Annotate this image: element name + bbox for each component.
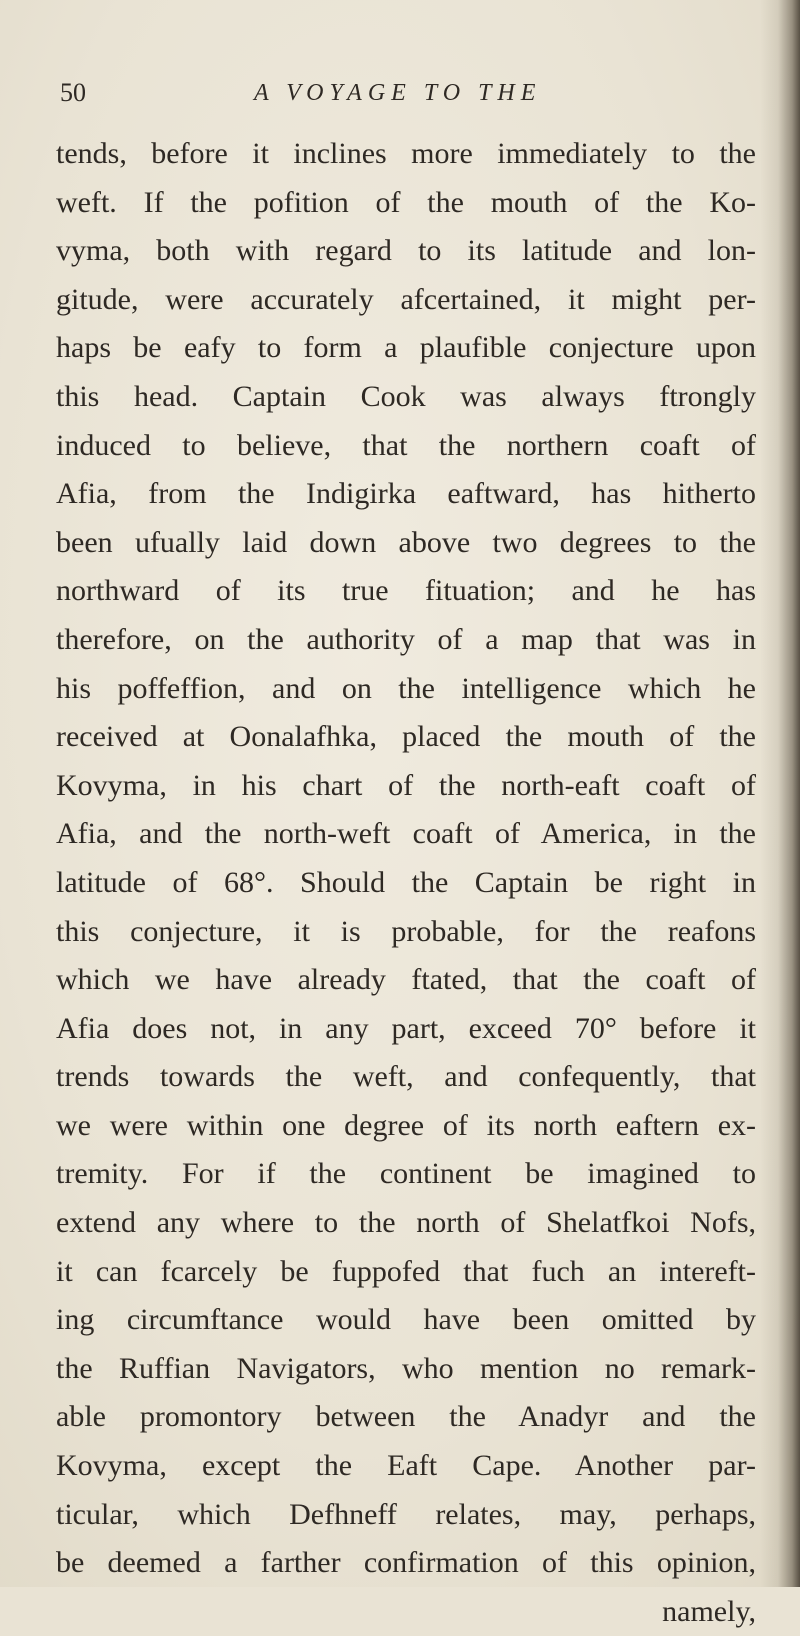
page-header (60, 78, 760, 118)
text-line: Afia, and the north-weft coaft of America, in the (56, 817, 756, 851)
text-line: weft. If the pofition of the mouth of the Ko- (56, 185, 756, 219)
page-edge-shadow (760, 0, 800, 1587)
page-number: 50 (60, 78, 86, 107)
text-line: tends, before it inclines more immediately to the (56, 137, 756, 170)
text-line: received at Oonalafhka, placed the mouth of the (56, 720, 756, 754)
text-line: been ufually laid down above two degrees to the (56, 525, 756, 559)
text-line: it can fcarcely be fuppofed that fuch an intereft- (56, 1254, 756, 1288)
text-line: latitude of 68°. Should the Captain be right in (56, 865, 756, 899)
text-line: northward of its true fituation; and he has (56, 574, 756, 608)
text-line: gitude, were accurately afcertained, it might per- (56, 282, 756, 316)
text-line: therefore, on the authority of a map that was in (56, 622, 756, 656)
text-line: Afia, from the Indigirka eaftward, has hitherto (56, 477, 756, 511)
text-line: haps be eafy to form a plaufible conjecture upon (56, 331, 756, 365)
text-line: this head. Captain Cook was always ftrongly (56, 379, 756, 413)
text-line: this conjecture, it is probable, for the reafons (56, 914, 756, 948)
text-line: which we have already ftated, that the coaft of (56, 963, 756, 997)
text-line: ing circumftance would have been omitted by (56, 1303, 756, 1337)
text-line: we were within one degree of its north eaftern ex- (56, 1108, 756, 1142)
running-head: A VOYAGE TO THE (254, 80, 542, 106)
text-line: his poffeffion, and on the intelligence which he (56, 671, 756, 705)
text-line: the Ruffian Navigators, who mention no remark- (56, 1351, 756, 1385)
text-line: induced to believe, that the northern coaft of (56, 428, 756, 462)
text-line: ticular, which Defhneff relates, may, perhaps, (56, 1497, 756, 1531)
text-line: tremity. For if the continent be imagined to (56, 1157, 756, 1191)
text-line: able promontory between the Anadyr and the (56, 1400, 756, 1434)
body-text (56, 130, 756, 1636)
text-line: Kovyma, in his chart of the north-eaft coaft of (56, 768, 756, 802)
text-line: trends towards the weft, and confequently, that (56, 1060, 756, 1094)
catchword-line: namely, (662, 1594, 756, 1628)
text-line: Afia does not, in any part, exceed 70° before it (56, 1011, 756, 1045)
text-line: Kovyma, except the Eaft Cape. Another par- (56, 1449, 756, 1483)
text-line: vyma, both with regard to its latitude and lon- (56, 234, 756, 268)
text-line: be deemed a farther confirmation of this opinion, (56, 1546, 756, 1580)
text-line: extend any where to the north of Shelatfkoi Nofs, (56, 1206, 756, 1240)
